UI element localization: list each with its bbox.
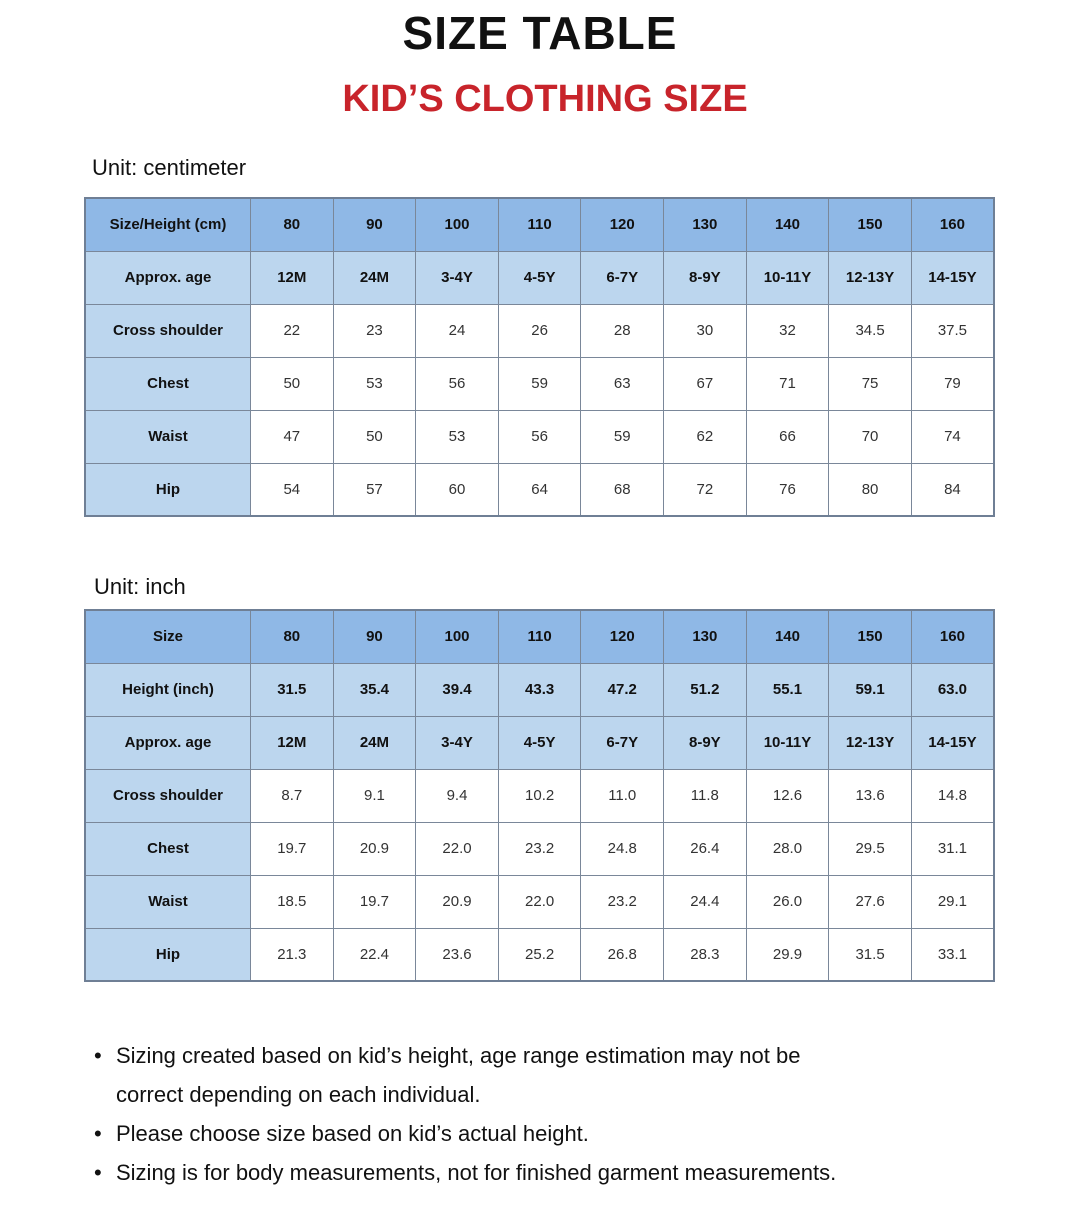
table-cell: 8-9Y (664, 251, 747, 304)
table-cell: 130 (664, 198, 747, 251)
table-cell: 24.4 (664, 875, 747, 928)
table-header-row (85, 610, 994, 663)
table-cell: 130 (664, 610, 747, 663)
table-cell: 28 (581, 304, 664, 357)
row-label: Chest (85, 822, 251, 875)
table-cell: 50 (333, 410, 416, 463)
table-cell: 110 (498, 198, 581, 251)
table-cell: 64 (498, 463, 581, 516)
row-label: Cross shoulder (85, 304, 251, 357)
table-cell: 68 (581, 463, 664, 516)
table-cell: 28.0 (746, 822, 829, 875)
row-label: Height (inch) (85, 663, 251, 716)
table-sub-row (85, 251, 994, 304)
table-cell: 20.9 (333, 822, 416, 875)
table-row (85, 304, 994, 357)
table-cell: 14-15Y (911, 251, 994, 304)
table-cell: 150 (829, 610, 912, 663)
table-cell: 10-11Y (746, 716, 829, 769)
table-cell: 80 (251, 610, 334, 663)
table-cell: 23.2 (498, 822, 581, 875)
unit-label-centimeter: Unit: centimeter (92, 155, 247, 180)
table-cell: 24M (333, 716, 416, 769)
table-cell: 12M (251, 716, 334, 769)
table-cell: 10.2 (498, 769, 581, 822)
table-cell: 59 (498, 357, 581, 410)
table-cell: 67 (664, 357, 747, 410)
table-cell: 47.2 (581, 663, 664, 716)
table-cell: 24.8 (581, 822, 664, 875)
table-cell: 90 (333, 198, 416, 251)
table-cell: 11.8 (664, 769, 747, 822)
table-cell: 53 (333, 357, 416, 410)
table-cell: 33.1 (911, 928, 994, 981)
table-cell: 22.4 (333, 928, 416, 981)
table-cell: 37.5 (911, 304, 994, 357)
table-cell: 150 (829, 198, 912, 251)
table-cell: 63 (581, 357, 664, 410)
table-cell: 80 (251, 198, 334, 251)
table-cell: 71 (746, 357, 829, 410)
table-cell: 12M (251, 251, 334, 304)
table-cell: 51.2 (664, 663, 747, 716)
table-cell: 59.1 (829, 663, 912, 716)
row-label: Hip (85, 463, 251, 516)
table-cell: 43.3 (498, 663, 581, 716)
table-cell: 72 (664, 463, 747, 516)
table-cell: 27.6 (829, 875, 912, 928)
table-cell: 31.1 (911, 822, 994, 875)
table-cell: 74 (911, 410, 994, 463)
table-row (85, 875, 994, 928)
table-row (85, 822, 994, 875)
table-cell: 12-13Y (829, 716, 912, 769)
sizing-notes (92, 1036, 1052, 1192)
bullet-icon: • (94, 1121, 102, 1146)
table-cell: 10-11Y (746, 251, 829, 304)
table-cell: 75 (829, 357, 912, 410)
table-cell: 12-13Y (829, 251, 912, 304)
table-cell: 23.2 (581, 875, 664, 928)
table-cell: 14-15Y (911, 716, 994, 769)
table-row (85, 410, 994, 463)
table-cell: 8-9Y (664, 716, 747, 769)
table-cell: 13.6 (829, 769, 912, 822)
note-item (92, 1153, 1052, 1192)
table-sub-row (85, 716, 994, 769)
bullet-icon: • (94, 1043, 102, 1068)
table-cell: 35.4 (333, 663, 416, 716)
table-cell: 70 (829, 410, 912, 463)
table-cell: 29.9 (746, 928, 829, 981)
table-cell: 90 (333, 610, 416, 663)
bullet-icon: • (94, 1160, 102, 1185)
note-item (92, 1036, 1052, 1075)
table-cell: 31.5 (251, 663, 334, 716)
table-cell: 28.3 (664, 928, 747, 981)
table-cell: 39.4 (416, 663, 499, 716)
table-cell: 59 (581, 410, 664, 463)
table-cell: 29.1 (911, 875, 994, 928)
table-cell: 84 (911, 463, 994, 516)
table-cell: 57 (333, 463, 416, 516)
row-label: Size (85, 610, 251, 663)
row-label: Waist (85, 410, 251, 463)
table-cell: 30 (664, 304, 747, 357)
note-text: Sizing created based on kid’s height, age range estimation may not be (116, 1043, 801, 1068)
table-cell: 100 (416, 198, 499, 251)
table-cell: 56 (416, 357, 499, 410)
unit-label-inch: Unit: inch (94, 574, 186, 599)
table-cell: 22.0 (498, 875, 581, 928)
size-table-centimeter (84, 197, 995, 517)
table-cell: 120 (581, 198, 664, 251)
table-cell: 26 (498, 304, 581, 357)
table-cell: 23.6 (416, 928, 499, 981)
table-cell: 55.1 (746, 663, 829, 716)
table-cell: 29.5 (829, 822, 912, 875)
table-row (85, 357, 994, 410)
table-cell: 6-7Y (581, 716, 664, 769)
note-text: Sizing is for body measurements, not for finished garment measurements. (116, 1160, 837, 1185)
row-label: Waist (85, 875, 251, 928)
size-table-inch (84, 609, 995, 982)
table-cell: 23 (333, 304, 416, 357)
row-label: Size/Height (cm) (85, 198, 251, 251)
table-row (85, 928, 994, 981)
table-cell: 4-5Y (498, 716, 581, 769)
table-cell: 160 (911, 198, 994, 251)
table-cell: 25.2 (498, 928, 581, 981)
note-item (92, 1114, 1052, 1153)
page-subtitle: KID’S CLOTHING SIZE (342, 78, 748, 120)
table-header-row (85, 198, 994, 251)
table-cell: 76 (746, 463, 829, 516)
table-cell: 8.7 (251, 769, 334, 822)
table-cell: 20.9 (416, 875, 499, 928)
table-cell: 24M (333, 251, 416, 304)
table-cell: 22.0 (416, 822, 499, 875)
table-cell: 100 (416, 610, 499, 663)
table-cell: 11.0 (581, 769, 664, 822)
table-cell: 140 (746, 198, 829, 251)
table-cell: 24 (416, 304, 499, 357)
table-cell: 80 (829, 463, 912, 516)
table-cell: 62 (664, 410, 747, 463)
table-cell: 26.0 (746, 875, 829, 928)
note-text: correct depending on each individual. (116, 1082, 481, 1107)
table-cell: 53 (416, 410, 499, 463)
table-cell: 50 (251, 357, 334, 410)
table-cell: 6-7Y (581, 251, 664, 304)
row-label: Cross shoulder (85, 769, 251, 822)
table-cell: 19.7 (333, 875, 416, 928)
table-cell: 160 (911, 610, 994, 663)
table-cell: 21.3 (251, 928, 334, 981)
table-cell: 140 (746, 610, 829, 663)
row-label: Approx. age (85, 716, 251, 769)
table-cell: 26.4 (664, 822, 747, 875)
table-cell: 32 (746, 304, 829, 357)
note-item-continued (92, 1075, 1052, 1114)
table-cell: 26.8 (581, 928, 664, 981)
table-row (85, 769, 994, 822)
table-cell: 12.6 (746, 769, 829, 822)
page-title: SIZE TABLE (402, 7, 678, 59)
table-cell: 110 (498, 610, 581, 663)
row-label: Approx. age (85, 251, 251, 304)
table-cell: 120 (581, 610, 664, 663)
table-cell: 14.8 (911, 769, 994, 822)
table-cell: 79 (911, 357, 994, 410)
table-cell: 56 (498, 410, 581, 463)
row-label: Chest (85, 357, 251, 410)
table-cell: 9.1 (333, 769, 416, 822)
table-cell: 4-5Y (498, 251, 581, 304)
table-cell: 31.5 (829, 928, 912, 981)
table-cell: 18.5 (251, 875, 334, 928)
table-cell: 34.5 (829, 304, 912, 357)
table-cell: 3-4Y (416, 716, 499, 769)
table-cell: 22 (251, 304, 334, 357)
table-cell: 54 (251, 463, 334, 516)
table-cell: 3-4Y (416, 251, 499, 304)
table-row (85, 463, 994, 516)
table-cell: 66 (746, 410, 829, 463)
note-text: Please choose size based on kid’s actual height. (116, 1121, 589, 1146)
table-sub-row (85, 663, 994, 716)
row-label: Hip (85, 928, 251, 981)
table-cell: 19.7 (251, 822, 334, 875)
table-cell: 63.0 (911, 663, 994, 716)
table-cell: 9.4 (416, 769, 499, 822)
table-cell: 47 (251, 410, 334, 463)
table-cell: 60 (416, 463, 499, 516)
